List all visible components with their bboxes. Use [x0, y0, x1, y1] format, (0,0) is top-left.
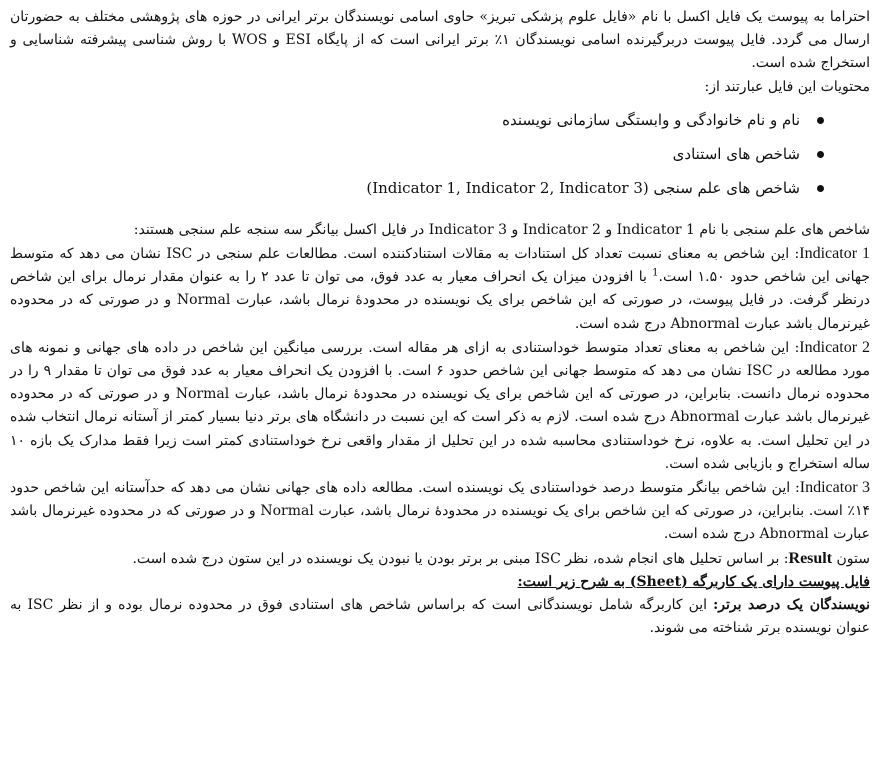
top-authors-label: نویسندگان یک درصد برتر:: [713, 597, 870, 614]
indicator1-text-b: با افزودن میزان یک انحراف معیار به عدد فوق، می توان تا عدد ۲ را به عنوان مقدار نرمال برای این شاخص درنظر گرفت. در فایل پیوست، در صورتی که این شاخص برای یک نویسنده در محدودۀ نرمال باشد، عبارت Normal و در صورتی که در محدوده غیرنرمال باشد عبارت Abnormal درج شده است.: [10, 269, 870, 332]
indicator2-text: : این شاخص به معنای تعداد متوسط خوداستنادی به ازای هر مقاله است. بررسی میانگین این شاخص در داده های جهانی و نمونه های مورد مطالعه در ISC نشان می دهد که متوسط جهانی این شاخص حدود ۶ است. با افزودن یک انحراف معیار به عدد فوق می توان تا مقدار ۹ را در محدوده نرمال دانست. بنابراین، در صورتی که این شاخص برای یک نویسنده در محدودۀ نرمال باشد، عبارت Normal و در صورتی که در محدوده غیرنرمال باشد عبارت Abnormal درج شده است. لازم به ذکر است که این نسبت در دانشگاه های برتر دنیا بسیار کمتر از آستانه نرمال انتخاب شده در این تحلیل است. به علاوه، نرخ خوداستنادی محاسبه شده در این تحلیل از مقدار واقعی نرخ خوداستنادی کمتر است زیرا فقط مدارک یک بازه ۱۰ ساله استخراج و بازیابی شده است.: [10, 339, 870, 472]
footnote-mark[interactable]: 1: [652, 267, 659, 279]
result-paragraph: [10, 547, 870, 571]
sheet-heading: فایل پیوست دارای یک کاربرگه (Sheet) به شرح زیر است:: [517, 573, 870, 590]
indicator3-text: : این شاخص بیانگر متوسط درصد خوداستنادی یک نویسنده است. مطالعه داده های جهانی نشان می دهد که حدآستانه این شاخص حدود ۱۴٪ است. بنابراین، در صورتی که این شاخص برای یک نویسنده در محدودۀ نرمال باشد، عبارت Normal و در صورتی که در محدوده غیرنرمال باشد عبارت Abnormal درج شده است.: [10, 480, 870, 543]
bullet-icon: [817, 151, 824, 158]
list-item-text: شاخص های استنادی: [672, 144, 800, 163]
list-item-text: شاخص های علم سنجی (Indicator 1, Indicator 2, Indicator 3): [366, 178, 800, 197]
contents-label: محتویات این فایل عبارتند از:: [704, 78, 870, 95]
bullet-icon: [817, 185, 824, 192]
top-authors-paragraph: [10, 594, 870, 640]
top-authors-text: این کاربرگه شامل نویسندگانی است که براساس شاخص های استنادی فوق در محدوده نرمال بوده و از نظر ISC به عنوان نویسنده برتر شناخته می شوند.: [10, 597, 870, 637]
list-item: [10, 105, 870, 139]
intro-paragraph: احتراما به پیوست یک فایل اکسل با نام «فایل علوم پزشکی تبریز» حاوی اسامی نویسندگان برتر ایرانی در حوزه های پژوهشی مختلف به حضورتان ارسال می گردد. فایل پیوست دربرگیرنده اسامی نویسندگان ۱٪ برتر ایرانی است که از پایگاه ESI و WOS با روش شناسی پیشرفته شناسایی و استخراج شده است.: [10, 9, 870, 72]
result-word: Result: [788, 549, 833, 567]
list-item-text: نام و نام خانوادگی و وابستگی سازمانی نویسنده: [502, 110, 800, 129]
indicator2-label: Indicator 2: [799, 338, 870, 356]
indicator1-label: Indicator 1: [799, 245, 870, 263]
indicator1-text-a: : این شاخص به معنای نسبت تعداد کل استنادات به مقالات استنادکننده است. مطالعات علم سنجی در ISC نشان می دهد که متوسط جهانی این شاخص حدود ۱.۵۰ است.: [10, 246, 870, 286]
bullet-icon: [817, 117, 824, 124]
result-prefix: ستون: [832, 550, 870, 567]
contents-list: [10, 105, 870, 207]
indicators-intro: شاخص های علم سنجی با نام Indicator 1 و Indicator 2 و Indicator 3 در فایل اکسل بیانگر سه سنجه علم سنجی هستند:: [133, 221, 870, 238]
indicator3-label: Indicator 3: [799, 479, 871, 497]
indicator1-paragraph: [10, 242, 870, 336]
indicator3-paragraph: [10, 476, 870, 547]
list-item: [10, 139, 870, 173]
indicator2-paragraph: [10, 336, 870, 476]
result-text: : بر اساس تحلیل های انجام شده، نظر ISC مبنی بر برتر بودن یا نبودن یک نویسنده در این ستون درج شده است.: [132, 550, 789, 567]
list-item: [10, 173, 870, 207]
